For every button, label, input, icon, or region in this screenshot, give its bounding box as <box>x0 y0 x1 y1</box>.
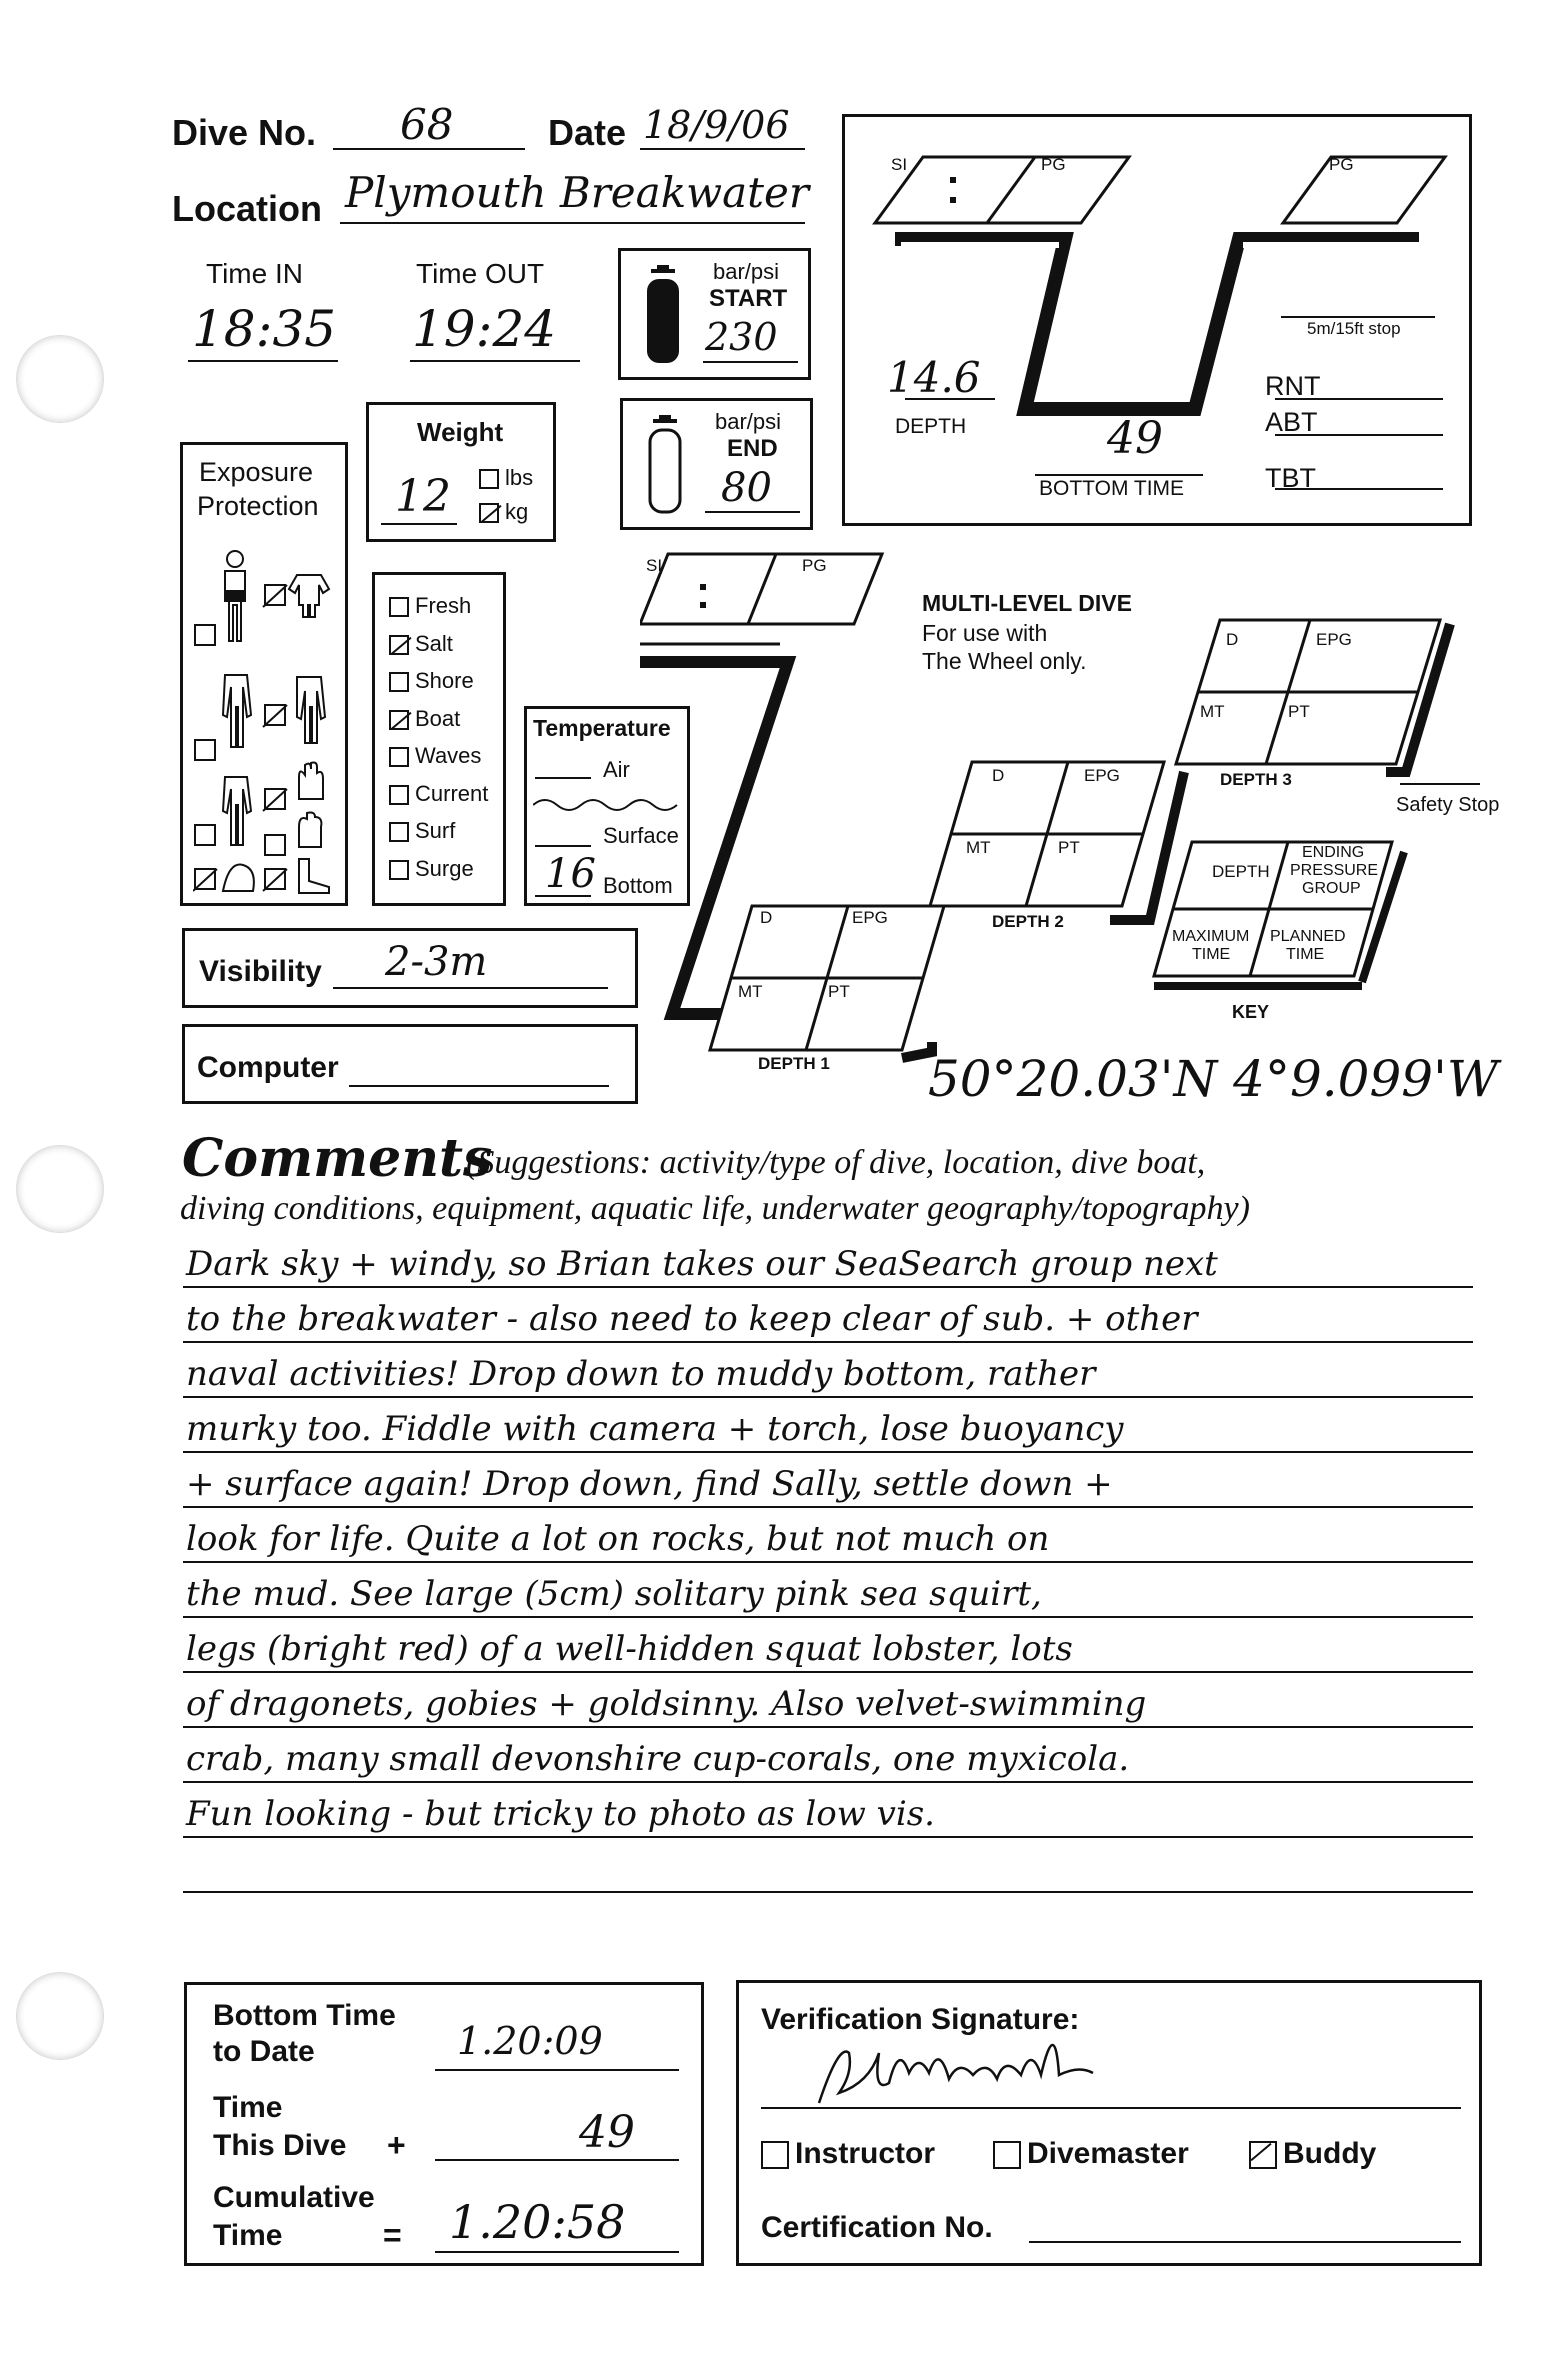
ml-d3-mt: MT <box>1200 702 1225 721</box>
ml-d1-pt: PT <box>828 982 850 1001</box>
condition-item[interactable] <box>389 706 488 744</box>
profile-bottom-time-label: BOTTOM TIME <box>1039 477 1185 500</box>
buddy-checkbox[interactable] <box>1249 2141 1277 2169</box>
mitts-icon <box>299 813 321 848</box>
dive-no-line <box>333 148 525 150</box>
exposure-suits-icons <box>193 545 343 895</box>
weight-unit-kg[interactable] <box>479 499 528 525</box>
gloves-icon <box>299 763 323 800</box>
comment-rule <box>183 1726 1473 1728</box>
ml-safety-stop: Safety Stop <box>1396 794 1500 816</box>
tank-start-unit: bar/psi <box>713 259 780 284</box>
condition-checkbox[interactable] <box>389 597 409 617</box>
air-label: Air <box>603 757 630 782</box>
comment-rule <box>183 1891 1473 1893</box>
exposure-bottom-row-icons <box>193 855 343 905</box>
comment-line-text[interactable]: naval activities! Drop down to muddy bottom, rather <box>186 1354 1096 1394</box>
exposure-cb-mitts <box>265 835 285 855</box>
comment-line-text[interactable]: of dragonets, gobies + goldsinny. Also velvet-swimming <box>186 1684 1147 1724</box>
condition-label: Fresh <box>415 593 472 618</box>
semidry-icon <box>223 777 251 845</box>
comment-line-text[interactable]: crab, many small devonshire cup-corals, one myxicola. <box>186 1739 1130 1779</box>
comment-rule <box>183 1506 1473 1508</box>
surface-label: Surface <box>603 823 679 848</box>
comment-rule <box>183 1616 1473 1618</box>
ml-depth1-label: DEPTH 1 <box>758 1054 830 1073</box>
condition-item[interactable] <box>389 631 488 669</box>
drysuit-icon <box>297 677 325 743</box>
visibility-label: Visibility <box>199 955 322 988</box>
profile-abt-label: ABT <box>1265 407 1318 437</box>
tank-end-line <box>705 511 800 513</box>
bottom-temp-line <box>535 895 591 897</box>
comment-rule <box>183 1671 1473 1673</box>
condition-label: Salt <box>415 630 453 656</box>
hood-icon <box>223 865 254 891</box>
temperature-label: Temperature <box>533 715 671 741</box>
comment-line-text[interactable]: look for life. Quite a lot on rocks, but not much on <box>186 1519 1050 1559</box>
bt-to-date-line <box>435 2069 679 2071</box>
kg-label: kg <box>505 499 529 524</box>
comment-rule <box>183 1836 1473 1838</box>
date-value[interactable]: 18/9/06 <box>643 103 790 147</box>
condition-checkbox[interactable] <box>389 635 409 655</box>
exposure-box <box>180 442 348 906</box>
visibility-value[interactable]: 2-3m <box>385 939 488 985</box>
buddy-label: Buddy <box>1283 2137 1377 2170</box>
profile-stop-label: 5m/15ft stop <box>1307 319 1401 338</box>
ml-si-label: SI <box>646 556 663 575</box>
comment-rule <box>183 1561 1473 1563</box>
binder-hole-bottom <box>16 1972 104 2060</box>
ml-depth3-label: DEPTH 3 <box>1220 770 1292 789</box>
weight-value[interactable]: 12 <box>395 471 451 522</box>
comments-title: Comments <box>182 1128 493 1189</box>
profile-rnt-label: RNT <box>1265 371 1321 401</box>
comment-rule <box>183 1286 1473 1288</box>
profile-tbt-label: TBT <box>1265 463 1316 493</box>
this-dive-value[interactable]: 49 <box>579 2107 635 2158</box>
key-pt-2: TIME <box>1286 946 1325 963</box>
instructor-label: Instructor <box>795 2137 936 2170</box>
bt-to-date-label-1: Bottom Time <box>213 1999 396 2032</box>
ml-d2-d: D <box>992 766 1005 785</box>
wetsuit-icon <box>223 675 251 747</box>
dive-no-value[interactable]: 68 <box>400 100 454 149</box>
bt-to-date-label-2: to Date <box>213 2035 315 2068</box>
weight-line <box>381 523 457 525</box>
this-dive-label-1: Time <box>213 2091 283 2124</box>
binder-hole-top <box>16 335 104 423</box>
location-label: Location <box>172 188 322 229</box>
tank-end-label: END <box>727 435 778 462</box>
tank-end-box <box>620 398 813 530</box>
time-out-value[interactable]: 19:24 <box>412 300 557 358</box>
comment-rule <box>183 1781 1473 1783</box>
condition-label: Surge <box>415 855 474 881</box>
conditions-box <box>372 572 506 906</box>
ml-d1-d: D <box>760 908 773 927</box>
this-dive-line <box>435 2159 679 2161</box>
key-mt-1: MAXIMUM <box>1172 928 1250 945</box>
location-value[interactable]: Plymouth Breakwater <box>345 168 809 217</box>
time-in-line <box>188 360 338 362</box>
signature-image <box>809 2037 1139 2117</box>
key-pt-1: PLANNED <box>1270 928 1346 945</box>
key-epg-1: ENDING <box>1302 844 1365 861</box>
condition-item[interactable] <box>389 593 488 631</box>
ml-d2-mt: MT <box>966 838 991 857</box>
this-dive-label-2: This Dive <box>213 2129 347 2162</box>
condition-label: Waves <box>415 743 482 768</box>
tank-start-label: START <box>709 285 788 312</box>
instructor-checkbox[interactable] <box>761 2141 789 2169</box>
ml-d3-epg: EPG <box>1316 630 1352 649</box>
comments-hint-2: diving conditions, equipment, aquatic life, underwater geography/topography) <box>180 1190 1250 1227</box>
shorty-icon <box>289 575 329 617</box>
condition-item[interactable] <box>389 743 488 781</box>
comments-hint-1: (Suggestions: activity/type of dive, location, dive boat, <box>466 1144 1206 1181</box>
condition-item[interactable] <box>389 818 488 856</box>
tank-end-value[interactable]: 80 <box>721 465 772 511</box>
ml-sub1: For use with <box>922 620 1048 646</box>
condition-checkbox[interactable] <box>389 710 409 730</box>
ml-sub2: The Wheel only. <box>922 648 1087 674</box>
profile-depth-value[interactable]: 14.6 <box>887 353 981 402</box>
time-in-label: Time IN <box>206 258 303 289</box>
condition-checkbox[interactable] <box>389 672 409 692</box>
gps-coordinates[interactable]: 50°20.03'N 4°9.099'W <box>928 1050 1499 1108</box>
condition-label: Current <box>415 780 489 806</box>
date-line <box>640 148 805 150</box>
exposure-cb-swimsuit <box>195 625 215 645</box>
cumulative-equals: = <box>383 2217 402 2253</box>
swimsuit-icon <box>225 551 245 641</box>
ml-depth2-label: DEPTH 2 <box>992 912 1064 931</box>
ml-d3-d: D <box>1226 630 1239 649</box>
cert-label: Certification No. <box>761 2211 993 2244</box>
bt-to-date-value[interactable]: 1.20:09 <box>457 2019 603 2063</box>
cumulative-label-2: Time <box>213 2219 283 2252</box>
cumulative-label-1: Cumulative <box>213 2181 375 2214</box>
condition-label: Boat <box>415 705 461 731</box>
tank-start-box <box>618 248 811 380</box>
ml-d1-epg: EPG <box>852 908 888 927</box>
divemaster-option[interactable] <box>993 2137 1189 2171</box>
key-epg-3: GROUP <box>1302 880 1361 897</box>
lbs-label: lbs <box>505 465 534 490</box>
air-line <box>535 777 591 779</box>
comment-line-text[interactable]: Dark sky + windy, so Brian takes our SeaSearch group next <box>186 1244 1218 1284</box>
tank-icon-empty <box>645 415 685 515</box>
condition-checkbox[interactable] <box>389 822 409 842</box>
location-line <box>340 222 805 224</box>
verification-box <box>736 1980 1482 2266</box>
condition-item[interactable] <box>389 856 488 894</box>
cumulative-value[interactable]: 1.20:58 <box>449 2195 626 2249</box>
dive-profile-box <box>842 114 1472 526</box>
divemaster-checkbox[interactable] <box>993 2141 1021 2169</box>
binder-hole-middle <box>16 1145 104 1233</box>
comment-line-text[interactable]: + surface again! Drop down, find Sally, settle down + <box>186 1464 1113 1504</box>
time-out-label: Time OUT <box>416 258 545 289</box>
conditions-list <box>389 593 488 893</box>
exposure-label-2: Protection <box>197 491 319 521</box>
tank-start-value[interactable]: 230 <box>705 315 778 359</box>
comment-line-text[interactable]: to the breakwater - also need to keep clear of sub. + other <box>186 1299 1198 1339</box>
bottom-label: Bottom <box>603 873 673 898</box>
computer-label: Computer <box>197 1051 339 1084</box>
ml-d2-epg: EPG <box>1084 766 1120 785</box>
ml-d1-mt: MT <box>738 982 763 1001</box>
condition-checkbox[interactable] <box>389 785 409 805</box>
profile-pg-label: PG <box>1041 155 1066 174</box>
comment-rule <box>183 1341 1473 1343</box>
key-mt-2: TIME <box>1192 946 1231 963</box>
computer-box <box>182 1024 638 1104</box>
profile-depth-label: DEPTH <box>895 415 967 438</box>
ml-title: MULTI-LEVEL DIVE <box>922 590 1132 616</box>
ml-pg-label: PG <box>802 556 827 575</box>
comment-line-text[interactable]: murky too. Fiddle with camera + torch, lose buoyancy <box>186 1409 1124 1449</box>
dive-no-label: Dive No. <box>172 112 317 153</box>
comment-rule <box>183 1451 1473 1453</box>
computer-line <box>349 1085 609 1087</box>
key-label: KEY <box>1232 1002 1270 1022</box>
verification-label: Verification Signature: <box>761 2003 1080 2036</box>
signature-line <box>761 2107 1461 2109</box>
time-out-line <box>410 360 580 362</box>
exposure-cb-wetsuit <box>195 740 215 760</box>
tank-start-line <box>703 361 798 363</box>
tank-icon-full <box>643 265 683 365</box>
ml-d3-pt: PT <box>1288 702 1310 721</box>
weight-label: Weight <box>417 417 504 447</box>
comment-rule <box>183 1396 1473 1398</box>
multilevel-diagram <box>640 546 1480 1106</box>
weight-box <box>366 402 556 542</box>
condition-item[interactable] <box>389 668 488 706</box>
date-label: Date <box>548 112 627 153</box>
condition-checkbox[interactable] <box>389 860 409 880</box>
time-in-value[interactable]: 18:35 <box>192 300 337 358</box>
totals-box <box>184 1982 704 2266</box>
condition-item[interactable] <box>389 781 488 819</box>
comment-line-text[interactable]: Fun looking - but tricky to photo as low vis. <box>186 1794 935 1834</box>
condition-checkbox[interactable] <box>389 747 409 767</box>
surface-line <box>535 845 591 847</box>
buddy-option[interactable] <box>1249 2137 1376 2171</box>
profile-pg2-label: PG <box>1329 155 1354 174</box>
boots-icon <box>299 859 329 893</box>
key-depth: DEPTH <box>1212 862 1270 881</box>
divemaster-label: Divemaster <box>1027 2137 1189 2170</box>
profile-si-label: SI <box>891 155 908 174</box>
lbs-checkbox[interactable] <box>479 469 499 489</box>
bottom-temp-value[interactable]: 16 <box>545 851 596 897</box>
cert-line <box>1029 2241 1461 2243</box>
instructor-option[interactable] <box>761 2137 935 2171</box>
this-dive-plus: + <box>387 2127 406 2163</box>
exposure-label-1: Exposure <box>199 457 314 487</box>
condition-label: Shore <box>415 668 474 693</box>
comment-line-text[interactable]: legs (bright red) of a well-hidden squat lobster, lots <box>186 1629 1073 1669</box>
visibility-box <box>182 928 638 1008</box>
weight-unit-lbs[interactable] <box>479 465 533 491</box>
tank-end-unit: bar/psi <box>715 409 782 434</box>
visibility-line <box>333 987 608 989</box>
cumulative-line <box>435 2251 679 2253</box>
profile-bottom-time-value[interactable]: 49 <box>1107 413 1163 464</box>
condition-label: Surf <box>415 818 456 843</box>
ml-d2-pt: PT <box>1058 838 1080 857</box>
key-epg-2: PRESSURE <box>1290 862 1379 879</box>
comment-line-text[interactable]: the mud. See large (5cm) solitary pink sea squirt, <box>186 1574 1042 1614</box>
kg-checkbox[interactable] <box>479 503 499 523</box>
exposure-cb-semidry <box>195 825 215 845</box>
